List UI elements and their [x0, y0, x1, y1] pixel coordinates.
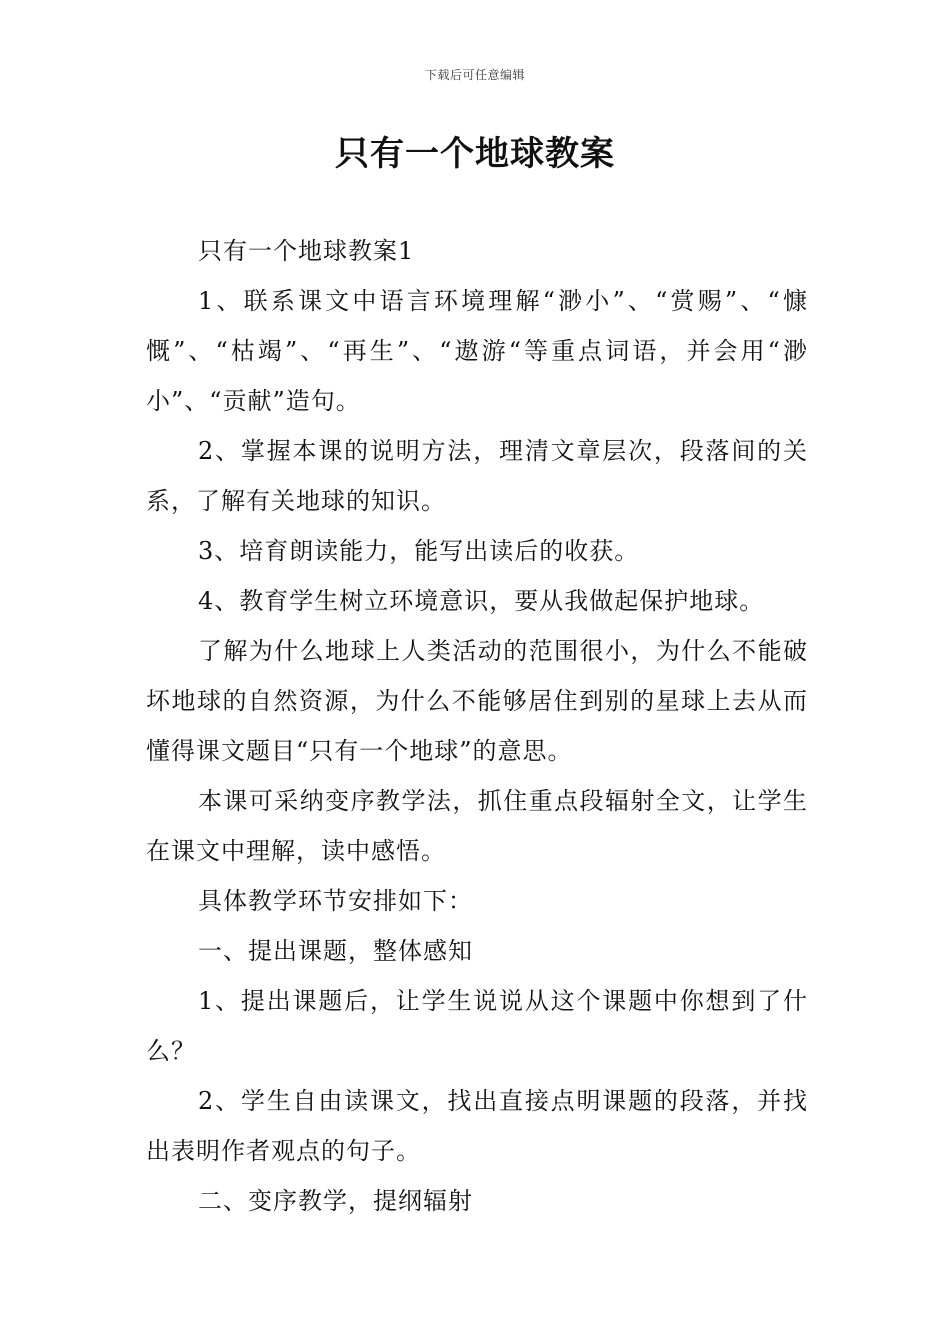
paragraph-key-points: 了解为什么地球上人类活动的范围很小，为什么不能破坏地球的自然资源，为什么不能够居住到别的星球上去从而懂得课文题目“只有一个地球”的意思。 [146, 637, 808, 765]
paragraph-step-two-heading: 二、变序教学，提纲辐射 [198, 1187, 473, 1215]
paragraph-objective-4: 4、教育学生树立环境意识，要从我做起保护地球。 [198, 587, 765, 615]
paragraph-step-one-heading: 一、提出课题，整体感知 [198, 937, 473, 965]
document-title: 只有一个地球教案 [335, 134, 615, 174]
paragraph-step-one-item-2: 2、学生自由读课文，找出直接点明课题的段落，并找出表明作者观点的句子。 [146, 1087, 808, 1165]
header-note: 下载后可任意编辑 [424, 68, 525, 82]
document-body [146, 226, 808, 1226]
paragraph-section-heading: 只有一个地球教案1 [198, 237, 415, 265]
paragraph-objective-1: 1、联系课文中语言环境理解“渺小”、“赏赐”、“慷慨”、“枯竭”、“再生”、“遨游“等重点词语，并会用“渺小”、“贡献”造句。 [146, 287, 808, 415]
paragraph-teaching-method: 本课可采纳变序教学法，抓住重点段辐射全文，让学生在课文中理解，读中感悟。 [146, 787, 808, 865]
paragraph-arrangement-intro: 具体教学环节安排如下： [198, 887, 473, 915]
paragraph-step-one-item-1: 1、提出课题后，让学生说说从这个课题中你想到了什么？ [146, 987, 808, 1065]
paragraph-objective-2: 2、掌握本课的说明方法，理清文章层次，段落间的关系，了解有关地球的知识。 [146, 437, 808, 515]
paragraph-objective-3: 3、培育朗读能力，能写出读后的收获。 [198, 537, 640, 565]
